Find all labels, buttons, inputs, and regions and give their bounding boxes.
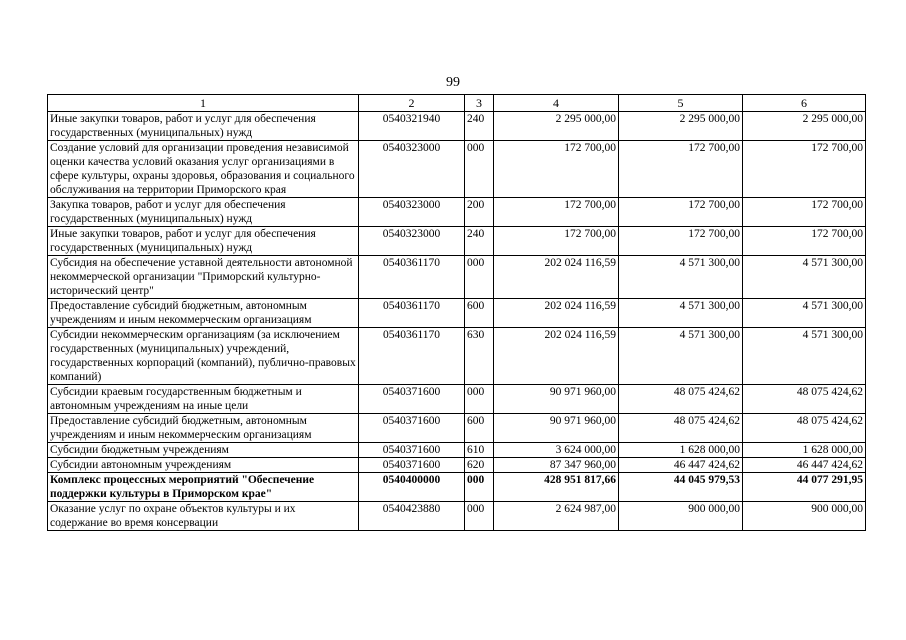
row-group-cell: 620: [465, 458, 494, 473]
row-value-col5: 172 700,00: [619, 198, 743, 227]
row-value-col4: 202 024 116,59: [494, 328, 619, 385]
table-row: [48, 502, 866, 531]
row-code-cell: 0540361170: [359, 256, 465, 299]
row-value-col6: 2 295 000,00: [743, 112, 866, 141]
row-name-cell: Создание условий для организации проведения независимой оценки качества условий оказания услуг организациями в сфере культуры, охраны здоровья, образования и социального обслуживания на территории Приморского края: [48, 141, 359, 198]
row-value-col4: 2 624 987,00: [494, 502, 619, 531]
table-row: [48, 198, 866, 227]
row-value-col5: 44 045 979,53: [619, 473, 743, 502]
row-value-col5: 48 075 424,62: [619, 385, 743, 414]
table-row: [48, 443, 866, 458]
row-value-col4: 3 624 000,00: [494, 443, 619, 458]
row-value-col6: 46 447 424,62: [743, 458, 866, 473]
row-group-cell: 000: [465, 141, 494, 198]
row-value-col6: 4 571 300,00: [743, 328, 866, 385]
table-row: [48, 458, 866, 473]
row-value-col6: 48 075 424,62: [743, 414, 866, 443]
table-row: [48, 227, 866, 256]
budget-table: [47, 94, 866, 531]
row-name-cell: Субсидии автономным учреждениям: [48, 458, 359, 473]
row-code-cell: 0540423880: [359, 502, 465, 531]
row-value-col5: 2 295 000,00: [619, 112, 743, 141]
row-group-cell: 240: [465, 112, 494, 141]
row-value-col4: 172 700,00: [494, 141, 619, 198]
row-value-col6: 48 075 424,62: [743, 385, 866, 414]
row-value-col6: 172 700,00: [743, 198, 866, 227]
row-value-col5: 1 628 000,00: [619, 443, 743, 458]
header-col-2: 2: [359, 95, 465, 112]
table-row: [48, 328, 866, 385]
row-value-col6: 172 700,00: [743, 227, 866, 256]
row-value-col4: 90 971 960,00: [494, 414, 619, 443]
header-col-1: 1: [48, 95, 359, 112]
row-group-cell: 600: [465, 299, 494, 328]
row-value-col4: 202 024 116,59: [494, 299, 619, 328]
row-code-cell: 0540323000: [359, 227, 465, 256]
row-value-col6: 172 700,00: [743, 141, 866, 198]
row-group-cell: 000: [465, 502, 494, 531]
header-col-6: 6: [743, 95, 866, 112]
header-col-4: 4: [494, 95, 619, 112]
table-row: [48, 112, 866, 141]
row-value-col4: 428 951 817,66: [494, 473, 619, 502]
header-col-3: 3: [465, 95, 494, 112]
row-code-cell: 0540371600: [359, 414, 465, 443]
row-value-col5: 4 571 300,00: [619, 256, 743, 299]
row-code-cell: 0540400000: [359, 473, 465, 502]
row-code-cell: 0540361170: [359, 299, 465, 328]
header-col-5: 5: [619, 95, 743, 112]
row-value-col5: 46 447 424,62: [619, 458, 743, 473]
row-group-cell: 200: [465, 198, 494, 227]
row-name-cell: Субсидии краевым государственным бюджетным и автономным учреждениям на иные цели: [48, 385, 359, 414]
row-code-cell: 0540323000: [359, 141, 465, 198]
row-group-cell: 610: [465, 443, 494, 458]
row-value-col5: 4 571 300,00: [619, 328, 743, 385]
table-row: [48, 256, 866, 299]
row-name-cell: Иные закупки товаров, работ и услуг для обеспечения государственных (муниципальных) нужд: [48, 112, 359, 141]
row-group-cell: 600: [465, 414, 494, 443]
row-name-cell: Субсидия на обеспечение уставной деятельности автономной некоммерческой организации "Приморский культурно-исторический центр": [48, 256, 359, 299]
row-value-col5: 48 075 424,62: [619, 414, 743, 443]
table-header-row: [48, 95, 866, 112]
row-value-col6: 900 000,00: [743, 502, 866, 531]
page-number: 99: [446, 75, 460, 90]
table-row: [48, 385, 866, 414]
row-code-cell: 0540321940: [359, 112, 465, 141]
row-value-col4: 2 295 000,00: [494, 112, 619, 141]
row-group-cell: 240: [465, 227, 494, 256]
row-value-col5: 172 700,00: [619, 227, 743, 256]
row-value-col5: 4 571 300,00: [619, 299, 743, 328]
row-value-col4: 172 700,00: [494, 227, 619, 256]
row-group-cell: 630: [465, 328, 494, 385]
row-name-cell: Закупка товаров, работ и услуг для обеспечения государственных (муниципальных) нужд: [48, 198, 359, 227]
row-value-col4: 90 971 960,00: [494, 385, 619, 414]
row-code-cell: 0540371600: [359, 458, 465, 473]
row-group-cell: 000: [465, 256, 494, 299]
row-name-cell: Комплекс процессных мероприятий "Обеспечение поддержки культуры в Приморском крае": [48, 473, 359, 502]
row-name-cell: Иные закупки товаров, работ и услуг для обеспечения государственных (муниципальных) нужд: [48, 227, 359, 256]
row-code-cell: 0540323000: [359, 198, 465, 227]
row-group-cell: 000: [465, 473, 494, 502]
row-name-cell: Субсидии бюджетным учреждениям: [48, 443, 359, 458]
row-value-col4: 172 700,00: [494, 198, 619, 227]
table-row: [48, 299, 866, 328]
row-name-cell: Предоставление субсидий бюджетным, автономным учреждениям и иным некоммерческим организациям: [48, 299, 359, 328]
row-value-col5: 172 700,00: [619, 141, 743, 198]
row-value-col5: 900 000,00: [619, 502, 743, 531]
row-value-col4: 202 024 116,59: [494, 256, 619, 299]
row-code-cell: 0540371600: [359, 385, 465, 414]
row-name-cell: Субсидии некоммерческим организациям (за исключением государственных (муниципальных) учреждений, государственных корпораций (компаний), публично-правовых компаний): [48, 328, 359, 385]
row-value-col4: 87 347 960,00: [494, 458, 619, 473]
row-code-cell: 0540371600: [359, 443, 465, 458]
row-value-col6: 4 571 300,00: [743, 256, 866, 299]
row-value-col6: 4 571 300,00: [743, 299, 866, 328]
row-name-cell: Оказание услуг по охране объектов культуры и их содержание во время консервации: [48, 502, 359, 531]
row-name-cell: Предоставление субсидий бюджетным, автономным учреждениям и иным некоммерческим организациям: [48, 414, 359, 443]
row-group-cell: 000: [465, 385, 494, 414]
table-row: [48, 141, 866, 198]
table-row: [48, 473, 866, 502]
table-row: [48, 414, 866, 443]
row-value-col6: 44 077 291,95: [743, 473, 866, 502]
row-code-cell: 0540361170: [359, 328, 465, 385]
row-value-col6: 1 628 000,00: [743, 443, 866, 458]
